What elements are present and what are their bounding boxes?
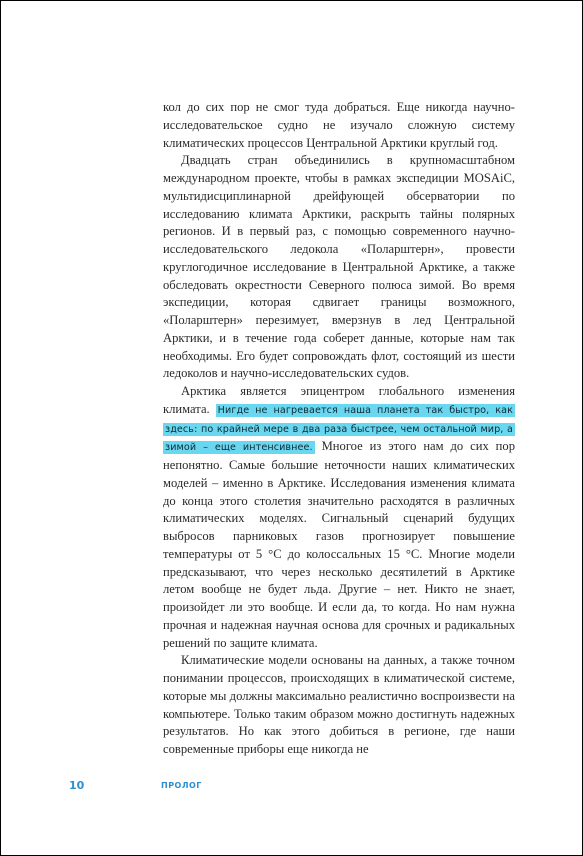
- paragraph-3: [163, 383, 515, 652]
- paragraph-3-end: Многое из этого нам до сих пор непонятно. Самые большие неточности наших климатических моделей – именно в Арктике. Исследования изменения климата до конца этого столетия значительно расходятся в различных климатических моделях. Сигнальный сценарий будущих выбросов парниковых газов прогнозирует повышение температуры от 5 °C до колоссальных 15 °C. Многие модели предсказывают, что через несколько десятилетий в Арктике летом вообще не будет льда. Другие – нет. Никто не знает, произойдет ли это вообще. И если да, то когда. Но нам нужна прочная и надежная научная основа для срочных и радикальных решений по защите климата.: [163, 439, 515, 650]
- paragraph-3-start: Арктика является эпицентром глобального изменения климата.: [163, 384, 515, 416]
- paragraph-4: Климатические модели основаны на данных, а также точном понимании процессов, происходящих в климатической системе, которые мы должны максимально реалистично воспроизвести на компьютере. Только таким образом можно достигнуть надежных результатов. Но как этого добиться в регионе, где наши современные приборы еще никогда не: [163, 653, 515, 756]
- body-text: [163, 99, 515, 759]
- paragraph-1: кол до сих пор не смог туда добраться. Еще никогда научно-исследовательское судно не изучало сложную систему климатических процессов Центральной Арктики круглый год.: [163, 100, 515, 150]
- page-number: 10: [69, 779, 85, 792]
- paragraph-2: Двадцать стран объединились в крупномасштабном международном проекте, чтобы в рамках экспедиции MOSAiC, мультидисциплинарной дрейфующей обсерватории по исследованию климата Арктики, раскрыть тайны полярных регионов. И в первый раз, с помощью современного научно-исследовательского ледокола «Поларштерн», провести круглогодичное исследование в Центральной Арктике, а также обследовать окрестности Северного полюса зимой. Во время экспедиции, которая сдвигает границы возможного, «Поларштерн» перезимует, вмерзнув в лед Центральной Арктики, и в течение года соберет данные, которые нам так необходимы. Его будет сопровождать флот, состоящий из шести ледоколов и научно-исследовательских судов.: [163, 153, 515, 381]
- running-head: ПРОЛОГ: [161, 781, 202, 790]
- highlighted-quote[interactable]: Нигде не нагревается наша планета так быстро, как здесь: по крайней мере в два раза быстрее, чем остальной мир, а зимой – еще интенсивнее.: [165, 404, 513, 454]
